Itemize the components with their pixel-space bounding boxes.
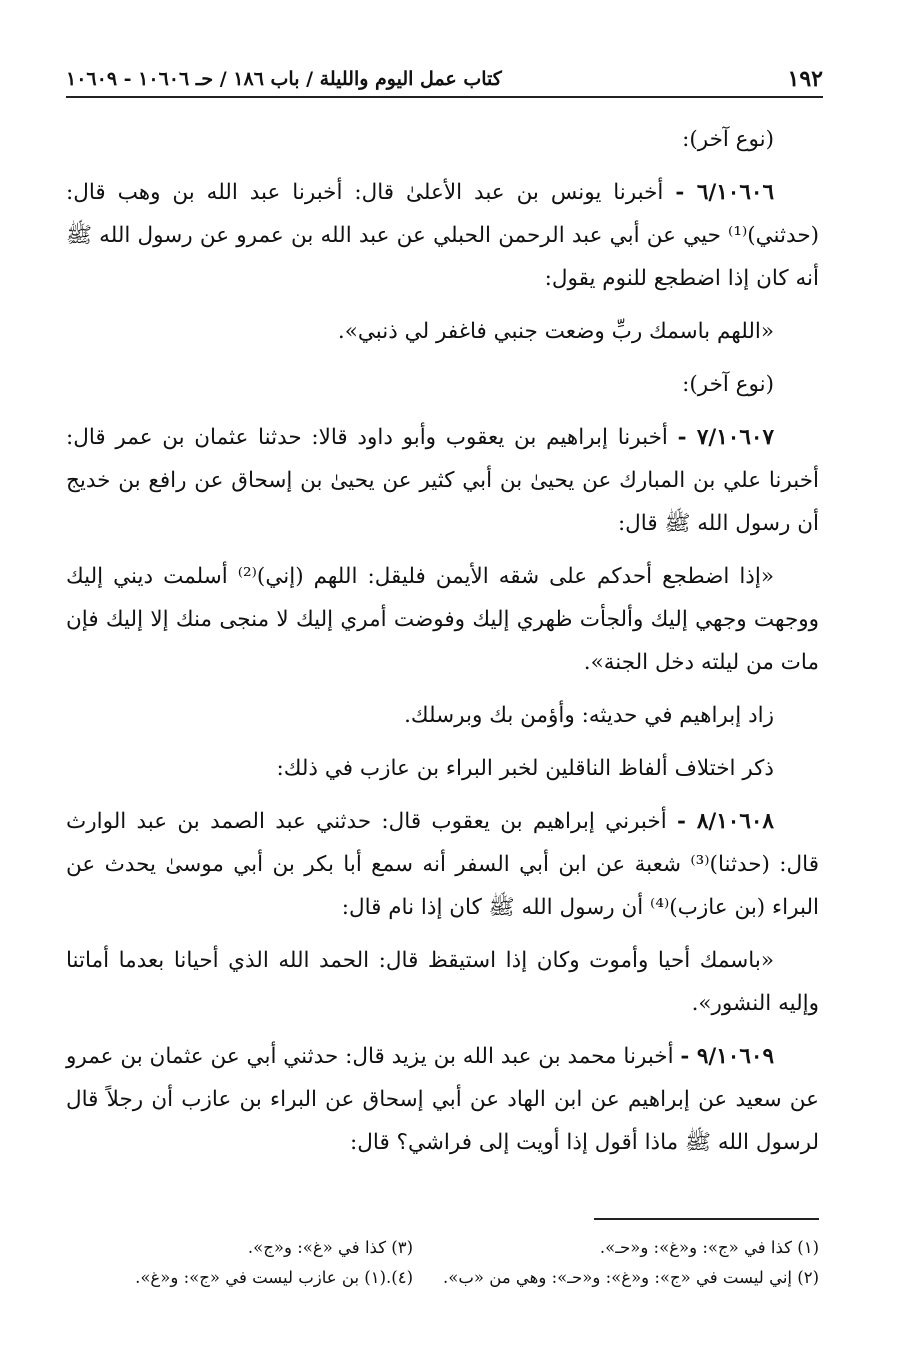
- paragraph-note: [66, 694, 819, 737]
- hadith-paragraph: [66, 1035, 819, 1164]
- hadith-number: ٧/١٠٦٠٧ -: [677, 425, 774, 450]
- paragraph-heading: [66, 118, 819, 161]
- running-title: كتاب عمل اليوم والليلة / باب ١٨٦ / حـ ١٠٦٠٦ - ١٠٦٠٩: [66, 68, 502, 90]
- footnote-divider: [594, 1218, 819, 1220]
- paragraph-text: أخبرنا محمد بن عبد الله بن يزيد قال: حدثني أبي عن عثمان بن عمرو عن سعيد عن إبراهيم عن ابن الهاد عن أبي إسحاق عن البراء بن عازب أن رجلاً قال لرسول الله ﷺ ماذا أقول إذا أويت إلى فراشي؟ قال:: [66, 1044, 819, 1155]
- paragraph-text: أخبرنا يونس بن عبد الأعلىٰ قال: أخبرنا عبد الله بن وهب قال: (حدثني)⁽¹⁾ حيي عن أبي عبد الرحمن الحبلي عن عبد الله بن عمرو عن رسول الله ﷺ أنه كان إذا اضطجع للنوم يقول:: [66, 180, 819, 291]
- footnotes: [60, 1233, 819, 1293]
- paragraph-text: زاد إبراهيم في حديثه: وأؤمن بك وبرسلك.: [404, 703, 774, 728]
- footnote-2: (٢) إني ليست في «ج»: و«غ»: و«حـ»: وهي من «ب».: [443, 1268, 819, 1287]
- hadith-quote: [66, 555, 819, 684]
- page-header: [66, 62, 823, 98]
- hadith-quote: [66, 310, 819, 353]
- hadith-paragraph: [66, 171, 819, 300]
- footnote-1: (١) كذا في «ج»: و«غ»: و«حـ».: [599, 1238, 819, 1257]
- footnote-3: (٣) كذا في «غ»: و«ج».: [247, 1238, 414, 1257]
- paragraph-text: (نوع آخر):: [682, 372, 774, 397]
- page-body: [66, 118, 819, 1164]
- section-heading: [66, 747, 819, 790]
- hadith-quote: [66, 939, 819, 1025]
- footnote-4: (٤).(١) بن عازب ليست في «ج»: و«غ».: [135, 1268, 414, 1287]
- hadith-number: ٩/١٠٦٠٩ -: [680, 1044, 774, 1069]
- hadith-number: ٨/١٠٦٠٨ -: [676, 809, 774, 834]
- paragraph-text: «باسمك أحيا وأموت وكان إذا استيقظ قال: الحمد الله الذي أحيانا بعدما أماتنا وإليه النشور».: [66, 948, 819, 1016]
- paragraph-text: أخبرنا إبراهيم بن يعقوب وأبو داود قالا: حدثنا عثمان بن عمر قال: أخبرنا علي بن المبارك عن يحيىٰ بن أبي كثير عن يحيىٰ بن إسحاق عن رافع بن خديج أن رسول الله ﷺ قال:: [66, 425, 819, 536]
- paragraph-text: «اللهم باسمك ربِّ وضعت جنبي فاغفر لي ذنبي».: [337, 319, 774, 344]
- paragraph-text: «إذا اضطجع أحدكم على شقه الأيمن فليقل: اللهم (إني)⁽²⁾ أسلمت ديني إليك ووجهت وجهي إليك وألجأت ظهري إليك وفوضت أمري إليك لا منجى منك إلا إليك فإن مات من ليلته دخل الجنة».: [66, 564, 819, 675]
- hadith-paragraph: [66, 416, 819, 545]
- paragraph-heading: [66, 363, 819, 406]
- page-number: ١٩٢: [787, 66, 823, 92]
- paragraph-text: أخبرني إبراهيم بن يعقوب قال: حدثني عبد الصمد بن عبد الوارث قال: (حدثنا)⁽³⁾ شعبة عن ابن أبي السفر أنه سمع أبا بكر بن أبي موسىٰ يحدث عن البراء (بن عازب)⁽⁴⁾ أن رسول الله ﷺ كان إذا نام قال:: [66, 809, 819, 920]
- hadith-paragraph: [66, 800, 819, 929]
- paragraph-text: (نوع آخر):: [682, 127, 774, 152]
- paragraph-text: ذكر اختلاف ألفاظ الناقلين لخبر البراء بن عازب في ذلك:: [276, 756, 774, 781]
- hadith-number: ٦/١٠٦٠٦ -: [675, 180, 774, 205]
